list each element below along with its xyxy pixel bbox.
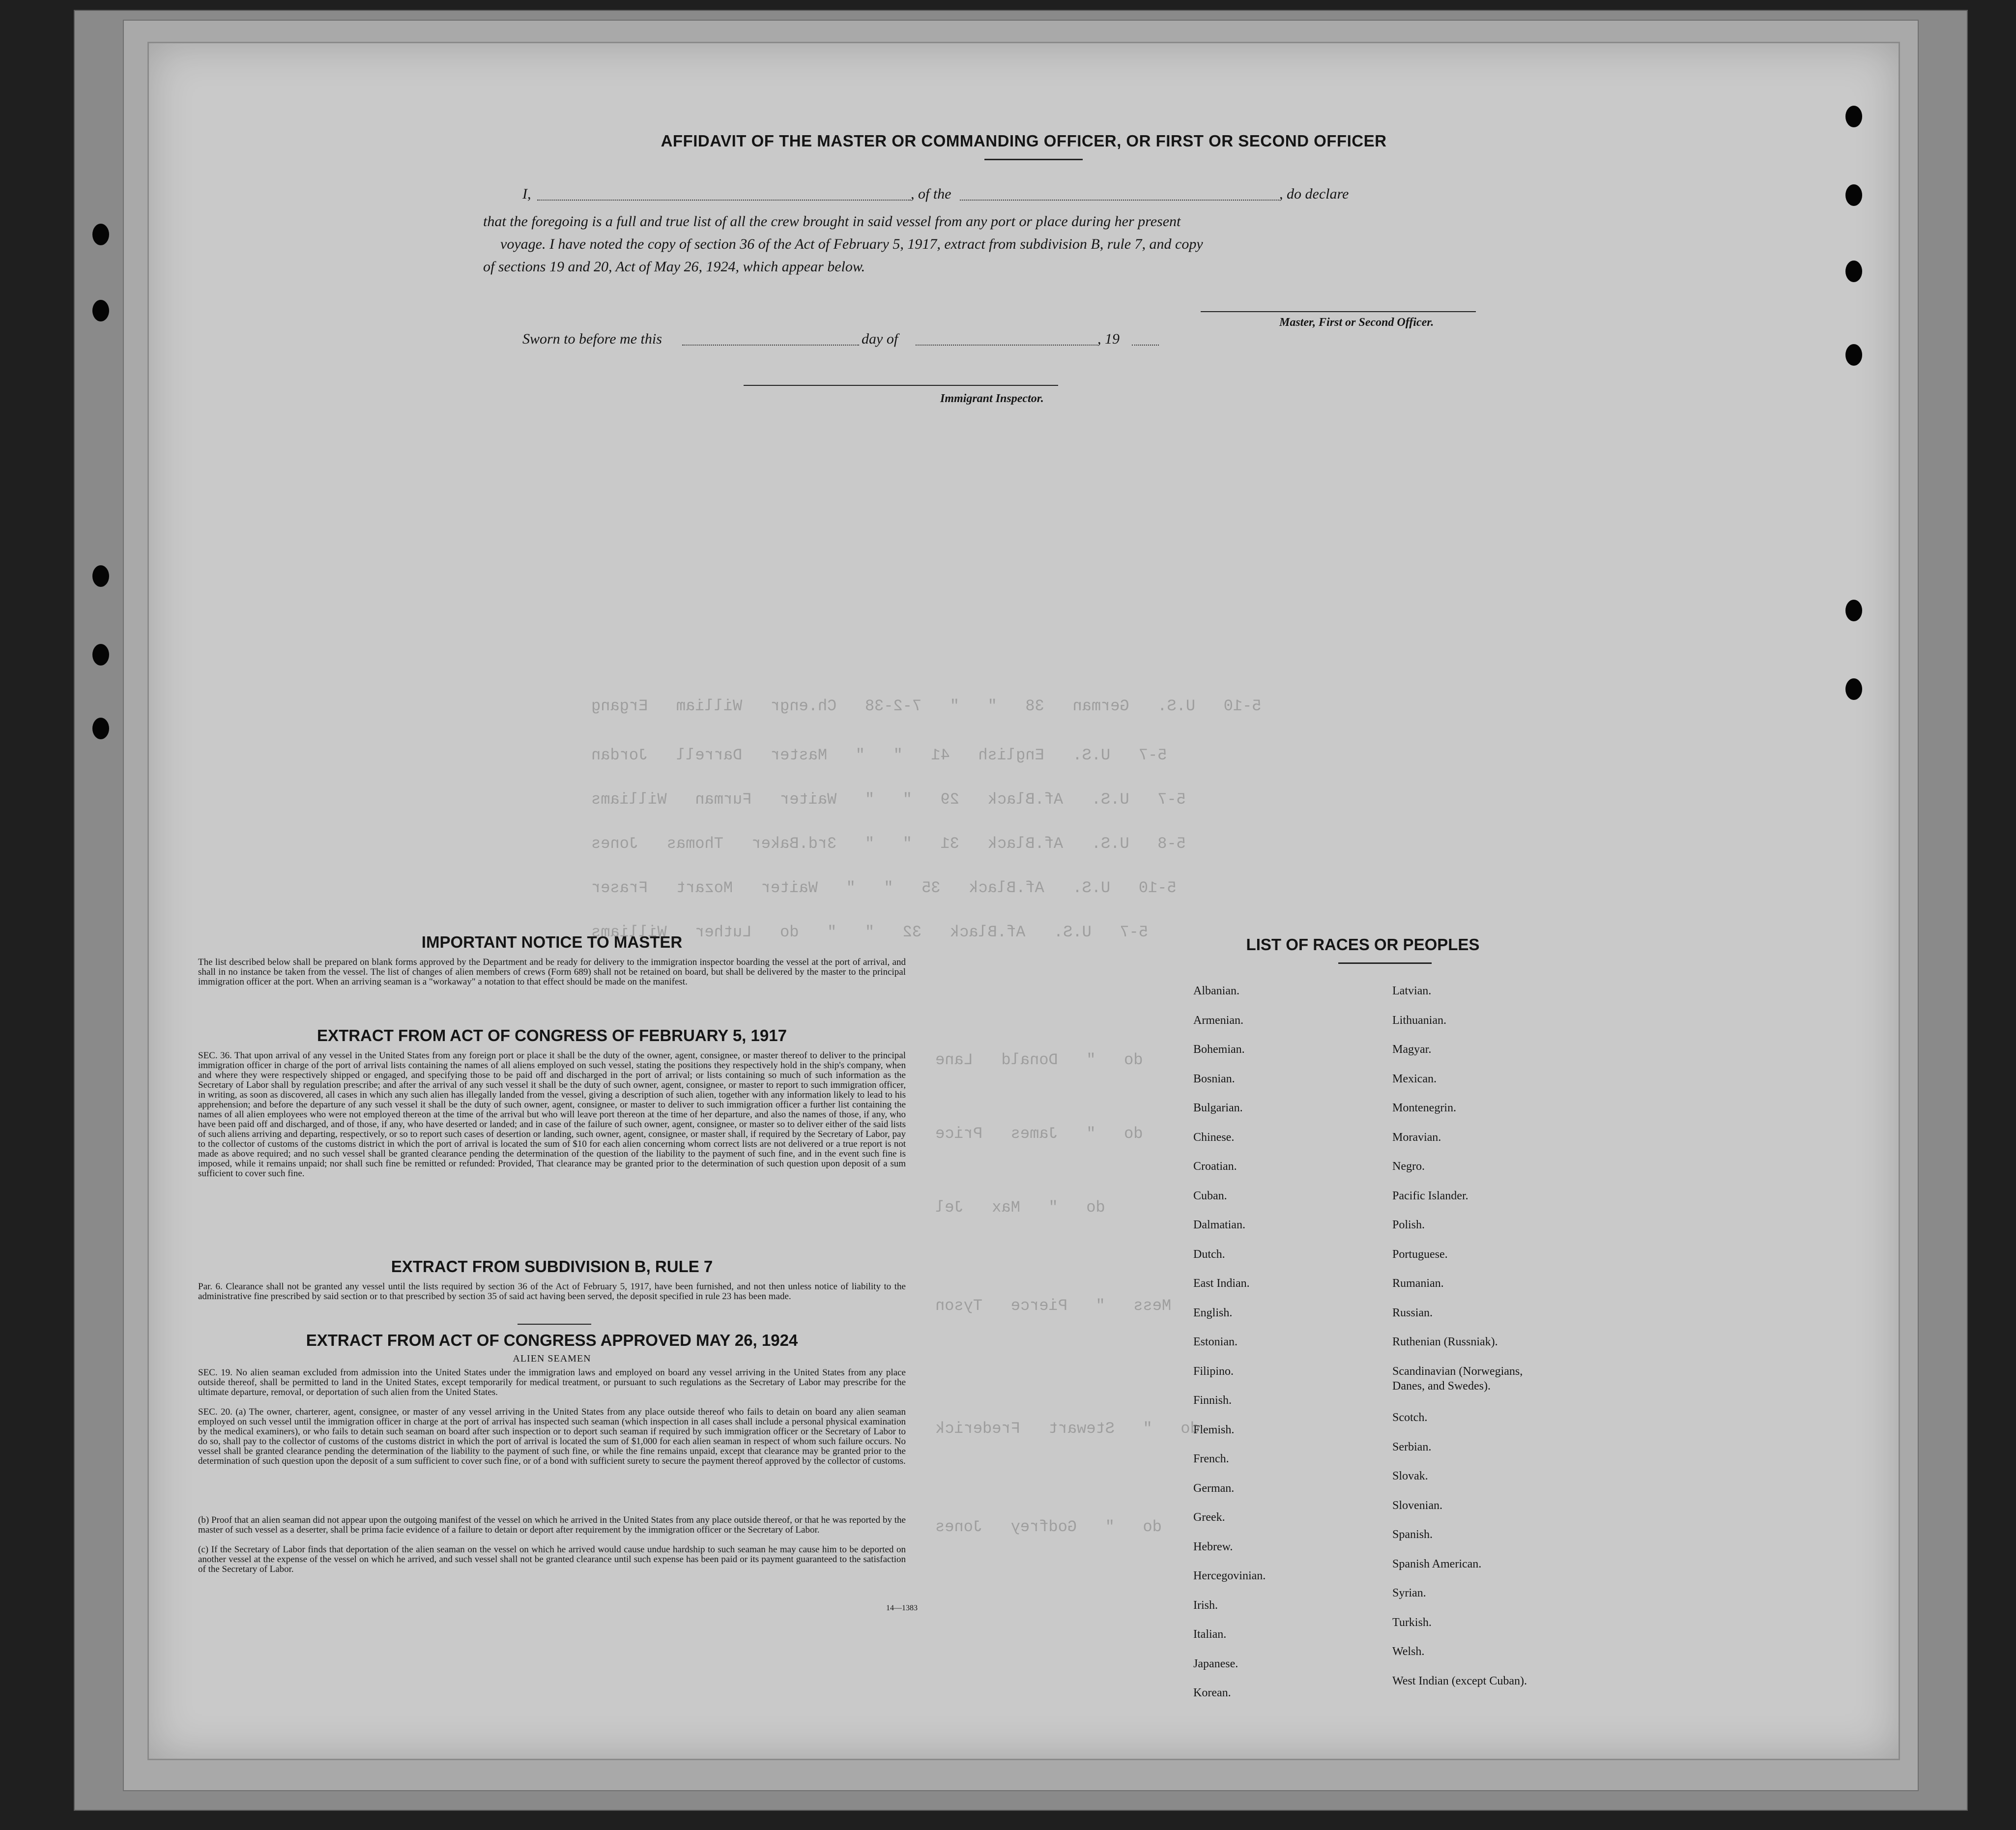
race-item: Danes, and Swedes). (1392, 1379, 1491, 1393)
binder-hole (1845, 600, 1862, 621)
master-signature-line (1201, 311, 1476, 312)
sec-20b-text: (b) Proof that an alien seaman did not appear upon the outgoing manifest of the vessel on which he arrived in the United States from any place outside thereof, or that he was reported by the master of such vessel as a deserter, shall be prima facie evidence of a failure to detain or deport after requirement by the immigration officer or the Secretary of Labor. (198, 1515, 906, 1535)
extract-1917-title: EXTRACT FROM ACT OF CONGRESS OF FEBRUARY 5, 1917 (317, 1026, 787, 1045)
bleed-through-text: Mess " Pierce Tyson (935, 1297, 1172, 1315)
sworn-year: , 19 (1097, 331, 1120, 347)
race-item: Hebrew. (1193, 1540, 1233, 1553)
form-number: 14—1383 (886, 1604, 918, 1612)
races-rule (1338, 962, 1432, 964)
affidavit-line-2: that the foregoing is a full and true list of all the crew brought in said vessel from any port or place during her present (483, 213, 1181, 230)
sworn-year-blank (1132, 345, 1159, 346)
race-item: Ruthenian (Russniak). (1392, 1336, 1498, 1348)
race-item: Italian. (1193, 1628, 1227, 1641)
race-item: Scandinavian (Norwegians, (1392, 1365, 1523, 1378)
affidavit-line-4: of sections 19 and 20, Act of May 26, 1924, which appear below. (483, 259, 865, 275)
affidavit-do-declare: , do declare (1279, 186, 1349, 202)
extract-1917-text: SEC. 36. That upon arrival of any vessel in the United States from any foreign port or place it shall be the duty of the owner, agent, consignee, or master thereof to deliver to the principal immigration officer in charge of the port of arrival lists containing the names of all aliens employed on such vessel, stating the positions they respectively hold in the ship's company, when and where they were respectively shipped or engaged, and specifying those to be paid off and discharged in the port of arrival; or lists containing so much of such information as the Secretary of Labor shall by regulation prescribe; and after the arrival of any such vessel it shall be the duty of such owner, agent, consignee, or master to report to such immigration officer, in writing, as soon as discovered, all cases in which any such alien has illegally landed from the vessel, giving a description of such alien, together with any information likely to lead to his apprehension; and before the departure of any such vessel it shall be the duty of such owner, agent, consignee, or master to deliver to such immigration officer a further list containing the names of all alien employees who were not employed thereon at the time of the arrival but who will leave port thereon at the time of her departure, and also the names of those, if any, who have been paid off and discharged, and of those, if any, who have deserted or landed; and in case of the failure of such owner, agent, consignee, or master so to deliver either of the said lists of such aliens arriving and departing, respectively, or so to report such cases of desertion or landing, such owner, agent, consignee, or master shall, if required by the Secretary of Labor, pay to the collector of customs of the customs district in which the port of arrival is located the sum of $10 for each alien concerning whom correct lists are not delivered or a true report is not made as above required; and no such vessel shall be granted clearance pending the determination of the question of the liability to the payment of such fine, and in the event such fine is imposed, while it remains unpaid; nor shall such fine be remitted or refunded: Provided, That clearance may be granted prior to the determination of such question upon deposit of a sum sufficient to cover such fine. (198, 1050, 906, 1179)
race-item: Lithuanian. (1392, 1014, 1446, 1027)
section-divider (518, 1324, 591, 1325)
sworn-month-blank (916, 345, 1097, 346)
race-item: Portuguese. (1392, 1248, 1448, 1261)
race-item: Montenegrin. (1392, 1102, 1456, 1114)
binder-hole (1845, 678, 1862, 700)
race-item: Moravian. (1392, 1131, 1441, 1144)
race-item: Bosnian. (1193, 1072, 1235, 1085)
race-item: Scotch. (1392, 1411, 1428, 1424)
affidavit-title: AFFIDAVIT OF THE MASTER OR COMMANDING OFFICER, OR FIRST OR SECOND OFFICER (661, 132, 1387, 150)
race-item: Polish. (1392, 1219, 1425, 1231)
race-item: French. (1193, 1452, 1229, 1465)
bleed-through-text: do " Godfrey Jones (935, 1518, 1162, 1536)
race-item: Bulgarian. (1193, 1102, 1243, 1114)
extract-1924-subtitle: ALIEN SEAMEN (513, 1353, 591, 1364)
affidavit-line-3: voyage. I have noted the copy of section 36 of the Act of February 5, 1917, extract from subdivision B, rule 7, and copy (500, 236, 1203, 252)
inspector-signature-line (744, 385, 1058, 386)
race-item: Bohemian. (1193, 1043, 1245, 1056)
race-item: Irish. (1193, 1598, 1218, 1612)
affidavit-body (483, 210, 1378, 278)
bleed-through-text: 5-7 U.S. Af.Black 29 " " Waiter Furman Williams (591, 790, 1186, 809)
binder-hole (1845, 344, 1862, 366)
manifest-page (147, 42, 1900, 1760)
bleed-through-text: do " James Price (935, 1125, 1143, 1143)
bleed-through-text: do " Stewart Frederick (935, 1420, 1200, 1438)
sworn-text: Sworn to before me this (522, 331, 662, 347)
master-label: Master, First or Second Officer. (1279, 316, 1434, 329)
race-item: Negro. (1392, 1160, 1425, 1173)
race-item: Chinese. (1193, 1131, 1235, 1144)
race-item: West Indian (except Cuban). (1392, 1674, 1527, 1687)
race-item: Turkish. (1392, 1616, 1432, 1629)
race-item: Syrian. (1392, 1587, 1426, 1599)
race-item: Albanian. (1193, 985, 1239, 997)
binder-hole (1845, 184, 1862, 206)
affidavit-of-the: , of the (911, 186, 951, 202)
sec-20a-text: SEC. 20. (a) The owner, charterer, agent, consignee, or master of any vessel arriving in the United States from any place outside thereof who fails to detain on board any alien seaman employed on such vessel until the immigration officer in charge at the port of arrival has inspected such seaman (which inspection in all cases shall include a personal physical examination by the medical examiners), or who fails to detain such seaman on board after such inspection or to deport such seaman if required by such immigration officer or the Secretary of Labor to do so, shall pay to the collector of customs of the customs district in which the port of arrival is located the sum of $1,000 for each alien seaman in respect of whom such failure occurs. No vessel shall be granted clearance pending the determination of the liability to the payment of such fine, or while the fine remains unpaid, except that clearance may be granted prior to the determination of such question upon the deposit of a sum sufficient to cover such fine, or of a bond with sufficient surety to secure the payment thereof approved by the collector of customs. (198, 1407, 906, 1466)
bleed-through-text: 5-7 U.S. Af.Black 32 " " do Luther Williams (591, 923, 1148, 941)
binder-hole (92, 718, 109, 739)
extract-rule7-title: EXTRACT FROM SUBDIVISION B, RULE 7 (391, 1257, 713, 1276)
race-item: Filipino. (1193, 1365, 1234, 1378)
race-item: Estonian. (1193, 1336, 1238, 1348)
title-rule (984, 159, 1083, 160)
race-item: Cuban. (1193, 1189, 1227, 1202)
race-item: Slovenian. (1392, 1499, 1442, 1512)
race-item: Serbian. (1392, 1440, 1432, 1453)
sworn-day-blank (682, 345, 859, 346)
binder-hole (92, 300, 109, 321)
race-item: Dutch. (1193, 1248, 1225, 1261)
race-item: Finnish. (1193, 1394, 1232, 1407)
race-item: Korean. (1193, 1686, 1231, 1699)
bleed-through-text: 5-7 U.S. English 41 " " Master Darrell Jordan (591, 746, 1167, 764)
races-title: LIST OF RACES OR PEOPLES (1246, 935, 1480, 954)
race-item: English. (1193, 1306, 1233, 1319)
notice-text: The list described below shall be prepared on blank forms approved by the Department and be ready for delivery to the immigration inspector boarding the vessel at the port of arrival, and shall in no instance be taken from the vessel. The list of changes of alien members of crews (Form 689) shall not be retained on board, but shall be delivered by the master to the principal immigration officer at the port. When an arriving seaman is a "workaway" a notation to that effect should be made on the manifest. (198, 957, 906, 987)
race-item: Welsh. (1392, 1645, 1425, 1658)
binder-hole (1845, 106, 1862, 127)
affidavit-i: I, (522, 186, 531, 202)
binder-hole (92, 565, 109, 587)
extract-1924-title: EXTRACT FROM ACT OF CONGRESS APPROVED MAY 26, 1924 (306, 1331, 798, 1349)
bleed-through-text: 5-10 U.S. Af.Black 35 " " Waiter Mozart Fraser (591, 879, 1177, 897)
race-item: Pacific Islander. (1392, 1189, 1469, 1202)
race-item: Latvian. (1392, 985, 1432, 997)
sec-20c-text: (c) If the Secretary of Labor finds that deportation of the alien seaman on the vessel on which he arrived would cause undue hardship to such seaman he may cause him to be deported on another vessel at the expense of the vessel on which he arrived, and such vessel shall not be granted clearance until such expense has been paid or its payment guaranteed to the satisfaction of the Secretary of Labor. (198, 1544, 906, 1574)
inspector-label: Immigrant Inspector. (940, 392, 1044, 405)
race-item: Mexican. (1392, 1072, 1437, 1085)
bleed-through-text: 5-10 U.S. German 38 " " 7-2-38 Ch.engr William Ergang (591, 697, 1262, 715)
race-item: Japanese. (1193, 1657, 1238, 1670)
bleed-through-text: do " Max Jel (935, 1198, 1105, 1217)
race-item: Flemish. (1193, 1423, 1235, 1436)
race-item: German. (1193, 1481, 1235, 1495)
race-item: Magyar. (1392, 1043, 1432, 1056)
sworn-day-of: day of (862, 331, 898, 347)
vessel-blank (960, 200, 1279, 201)
race-item: Slovak. (1392, 1470, 1428, 1482)
race-item: Rumanian. (1392, 1277, 1444, 1290)
binder-hole (1845, 261, 1862, 282)
race-item: Spanish. (1392, 1528, 1433, 1541)
bleed-through-text: 5-8 U.S. Af.Black 31 " " 3rd.Baker Thomas Jones (591, 835, 1186, 853)
bleed-through-text: do " Donald Lane (935, 1051, 1143, 1069)
name-blank (537, 200, 911, 201)
race-item: Russian. (1392, 1306, 1433, 1319)
race-item: East Indian. (1193, 1277, 1250, 1290)
race-item: Greek. (1193, 1511, 1225, 1524)
race-item: Croatian. (1193, 1160, 1237, 1173)
extract-rule7-text: Par. 6. Clearance shall not be granted any vessel until the lists required by section 36 of the Act of February 5, 1917, have been furnished, and not then unless notice of liability to the administrative fine prescribed by said section or to that prescribed by section 35 of said act having been served, the deposit specified in rule 23 has been made. (198, 1281, 906, 1302)
binder-hole (92, 644, 109, 666)
notice-title: IMPORTANT NOTICE TO MASTER (421, 933, 683, 951)
binder-hole (92, 224, 109, 245)
affidavit-line-1 (149, 186, 1899, 210)
race-item: Spanish American. (1392, 1557, 1482, 1570)
race-item: Hercegovinian. (1193, 1569, 1266, 1582)
race-item: Dalmatian. (1193, 1219, 1245, 1231)
sec-19-text: SEC. 19. No alien seaman excluded from admission into the United States under the immigration laws and employed on board any vessel arriving in the United States from any place outside thereof, shall be permitted to land in the United States, except temporarily for medical treatment, or pursuant to such regulations as the Secretary of Labor may prescribe for the ultimate departure, removal, or deportation of such alien from the United States. (198, 1367, 906, 1397)
race-item: Armenian. (1193, 1014, 1243, 1027)
sworn-line (149, 331, 1899, 355)
